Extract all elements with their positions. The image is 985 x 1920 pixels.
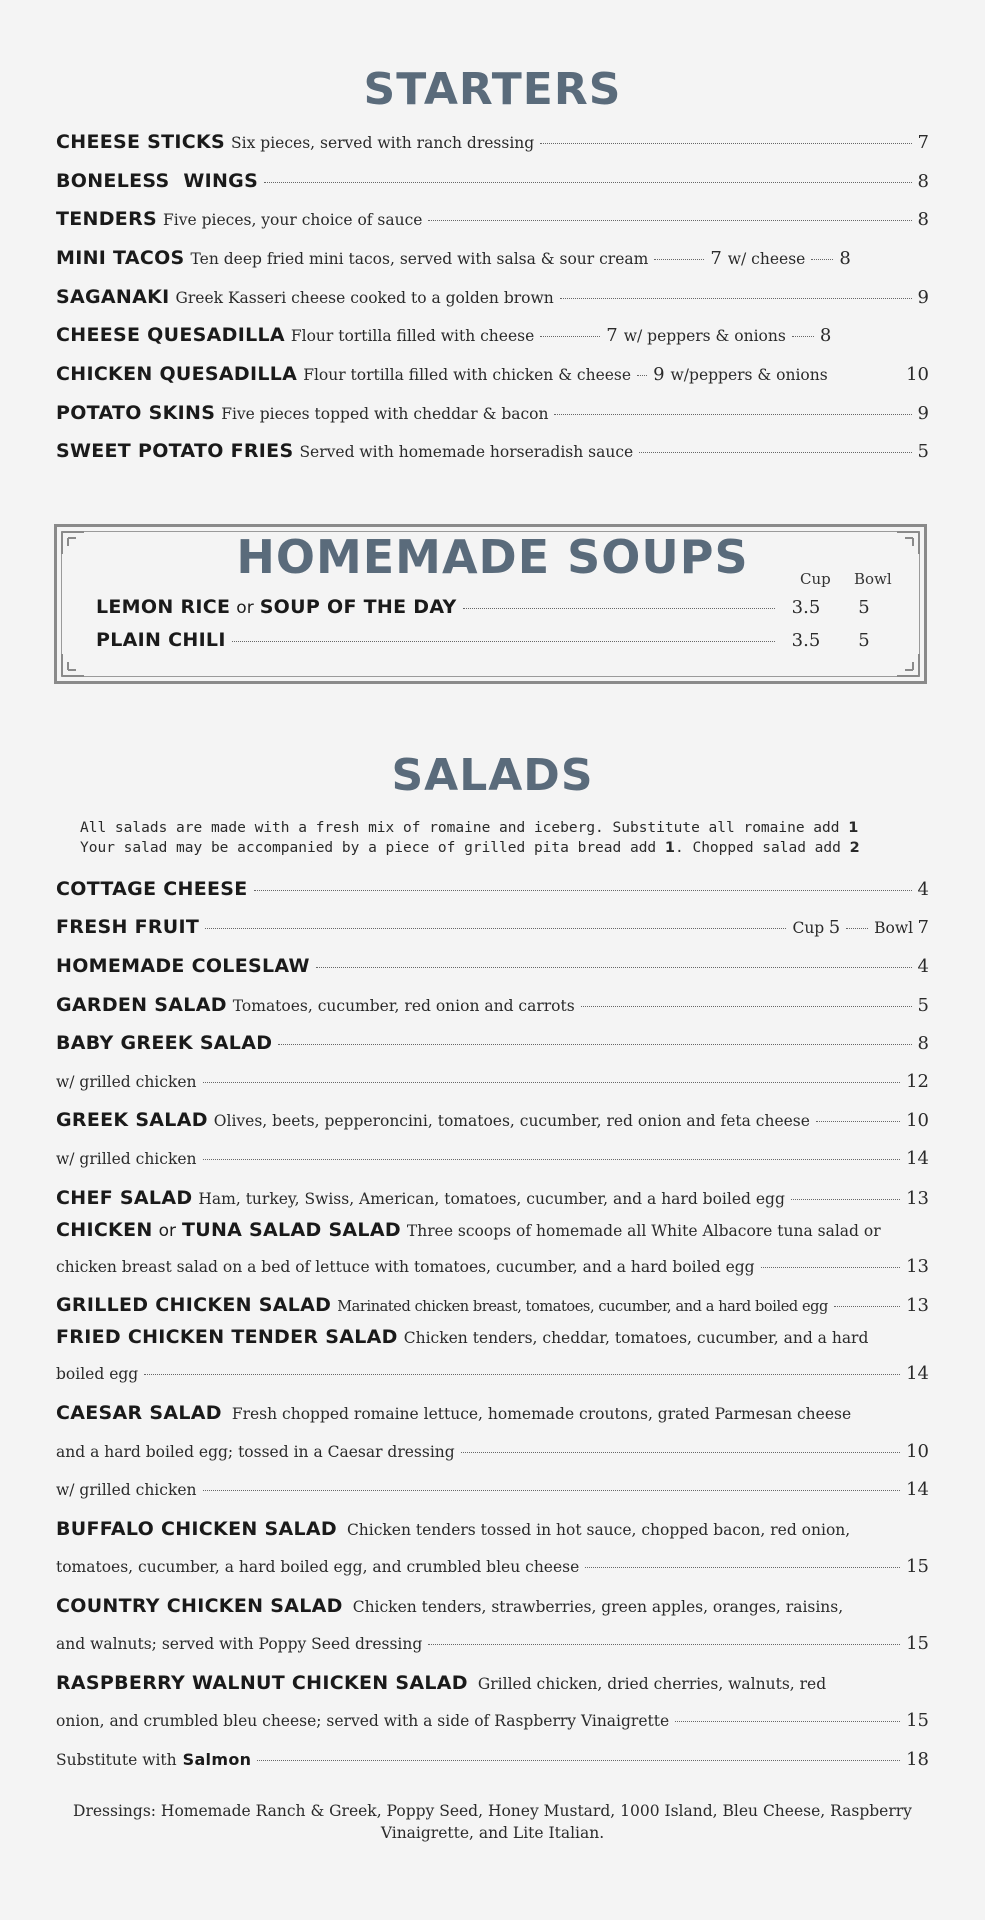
item-desc: chicken breast salad on a bed of lettuce with tomatoes, cucumber, and a hard boiled egg: [56, 1258, 755, 1276]
menu-item: [56, 1071, 929, 1092]
item-price: 13: [906, 1295, 929, 1316]
item-desc: Chicken tenders tossed in hot sauce, chopped bacon, red onion,: [346, 1521, 851, 1539]
item-price: 10: [906, 1441, 929, 1462]
item-desc: Olives, beets, pepperoncini, tomatoes, cucumber, red onion and feta cheese: [213, 1112, 810, 1130]
dot-leader: [581, 1006, 912, 1007]
dot-leader: [540, 143, 911, 144]
item-name: Salmon: [182, 1750, 252, 1769]
item-name: GRILLED CHICKEN SALAD: [56, 1294, 332, 1316]
item-sub: w/ grilled chicken: [56, 1073, 197, 1091]
item-name: CHEF SALAD: [56, 1187, 193, 1209]
item-price: 12: [906, 1071, 929, 1092]
dot-leader: [585, 1567, 900, 1568]
cup-price: 5: [828, 917, 841, 938]
dot-leader: [792, 336, 814, 337]
menu-item: [56, 1109, 929, 1131]
item-desc: Flour tortilla filled with cheese: [290, 327, 535, 345]
bowl-price: 5: [858, 597, 870, 618]
item-alt-price: 10: [906, 364, 929, 385]
note-line: [80, 838, 905, 858]
frame-corner-icon: [54, 644, 94, 684]
dot-leader: [203, 1490, 901, 1491]
item-name: SOUP OF THE DAY: [259, 596, 457, 618]
menu-item: [56, 1187, 929, 1209]
dot-leader: [637, 375, 647, 376]
note-price: 1: [848, 820, 859, 836]
menu-item: [56, 1148, 929, 1169]
item-price: 13: [906, 1256, 929, 1277]
dot-leader: [144, 1374, 900, 1375]
col-cup: Cup: [800, 570, 831, 588]
menu-item: [56, 1219, 929, 1241]
dot-leader: [428, 1644, 900, 1645]
menu-item: [56, 1363, 929, 1384]
item-name: TUNA SALAD SALAD: [181, 1219, 401, 1241]
item-price: 7: [917, 132, 929, 153]
menu-item: [56, 208, 929, 230]
item-price: 13: [906, 1188, 929, 1209]
menu-item: [56, 916, 929, 938]
starters-heading: STARTERS: [363, 64, 622, 115]
item-price: 4: [917, 956, 929, 977]
menu-item: [56, 1556, 929, 1577]
dot-leader: [834, 1306, 900, 1307]
item-price: 8: [917, 209, 929, 230]
item-price: 14: [906, 1479, 929, 1500]
or-text: or: [236, 598, 254, 618]
item-desc: boiled egg: [56, 1365, 139, 1383]
soup-item: [96, 629, 889, 651]
dot-leader: [257, 1760, 900, 1761]
item-name: HOMEMADE COLESLAW: [56, 955, 310, 977]
menu-item: [56, 324, 929, 346]
dot-leader: [264, 182, 911, 183]
menu-item: [56, 1710, 929, 1731]
salads-heading: SALADS: [391, 750, 594, 801]
item-name: MINI TACOS: [56, 247, 185, 269]
bowl-price: 5: [858, 630, 870, 651]
item-alt-price: 8: [839, 248, 851, 269]
dot-leader: [540, 336, 600, 337]
item-name: RASPBERRY WALNUT CHICKEN SALAD: [56, 1672, 468, 1694]
menu-item: [56, 955, 929, 977]
item-price: 18: [906, 1749, 929, 1770]
item-price: 8: [917, 171, 929, 192]
item-name: SWEET POTATO FRIES: [56, 440, 294, 462]
menu-item: [56, 994, 929, 1016]
dot-leader: [791, 1199, 900, 1200]
item-price: 7: [710, 248, 722, 269]
item-price: 7: [606, 325, 618, 346]
item-price: 14: [906, 1363, 929, 1384]
dot-leader: [846, 928, 868, 929]
item-name: CHICKEN: [56, 1219, 153, 1241]
menu-item: [56, 402, 929, 424]
item-price: 14: [906, 1148, 929, 1169]
item-alt: w/ peppers & onions: [623, 327, 786, 345]
item-desc: and walnuts; served with Poppy Seed dressing: [56, 1635, 423, 1653]
menu-item: [56, 440, 929, 462]
item-desc: and a hard boiled egg; tossed in a Caesar dressing: [56, 1443, 455, 1461]
item-price: 15: [906, 1633, 929, 1654]
dot-leader: [254, 890, 912, 891]
item-desc: Three scoops of homemade all White Albacore tuna salad or: [406, 1222, 881, 1240]
soup-item: [96, 596, 889, 618]
item-desc: Five pieces topped with cheddar & bacon: [221, 405, 549, 423]
note-text: . Chopped salad add: [675, 840, 841, 856]
item-desc: Ten deep fried mini tacos, served with salsa & sour cream: [190, 250, 649, 268]
frame-corner-icon: [887, 644, 927, 684]
item-desc: Grilled chicken, dried cherries, walnuts, red: [477, 1675, 827, 1693]
item-name: FRESH FRUIT: [56, 916, 200, 938]
item-price: 10: [906, 1110, 929, 1131]
menu-item: [56, 1672, 929, 1694]
note-price: 1: [664, 840, 675, 856]
dot-leader: [203, 1159, 901, 1160]
menu-item: [56, 1032, 929, 1054]
item-desc: Ham, turkey, Swiss, American, tomatoes, cucumber, and a hard boiled egg: [198, 1190, 785, 1208]
menu-item: [56, 878, 929, 900]
cup-price: 3.5: [791, 630, 821, 651]
dot-leader: [203, 1082, 901, 1083]
menu-item: [56, 1294, 929, 1316]
menu-item: [56, 363, 929, 385]
dot-leader: [428, 220, 911, 221]
item-desc: Flour tortilla filled with chicken & cheese: [303, 366, 632, 384]
item-price: 9: [917, 403, 929, 424]
dot-leader: [675, 1721, 900, 1722]
item-name: GREEK SALAD: [56, 1109, 208, 1131]
dot-leader: [560, 298, 912, 299]
note-line: [80, 818, 905, 838]
menu-item: [56, 131, 929, 153]
note-text: All salads are made with a fresh mix of romaine and iceberg. Substitute all romaine add: [80, 820, 840, 836]
dot-leader: [461, 1452, 900, 1453]
item-desc: onion, and crumbled bleu cheese; served with a side of Raspberry Vinaigrette: [56, 1712, 670, 1730]
menu-item: [56, 1479, 929, 1500]
bowl-price: 7: [917, 917, 929, 938]
dressings-note: Dressings: Homemade Ranch & Greek, Poppy Seed, Honey Mustard, 1000 Island, Bleu Cheese, Raspberry Vinaigrette, and Lite Italian.: [73, 1802, 912, 1842]
item-price: 9: [653, 364, 665, 385]
dot-leader: [816, 1121, 900, 1122]
menu-item: [56, 247, 929, 269]
item-name: BONELESS WINGS: [56, 170, 259, 192]
item-name: FRIED CHICKEN TENDER SALAD: [56, 1326, 398, 1348]
item-alt: w/peppers & onions: [670, 366, 828, 384]
item-alt-price: 8: [819, 325, 832, 346]
menu-item: [56, 286, 929, 308]
cup-price: 3.5: [791, 597, 821, 618]
item-price: 15: [906, 1710, 929, 1731]
item-name: CHICKEN QUESADILLA: [56, 363, 298, 385]
menu-item: [56, 1518, 929, 1540]
menu-item: [56, 1441, 929, 1462]
item-price: 4: [917, 879, 929, 900]
note-text: Your salad may be accompanied by a piece of grilled pita bread add: [80, 840, 657, 856]
dot-leader: [639, 452, 911, 453]
item-name: CAESAR SALAD: [56, 1402, 222, 1424]
item-desc: Tomatoes, cucumber, red onion and carrots: [232, 997, 575, 1015]
dot-leader: [654, 259, 704, 260]
item-sub: w/ grilled chicken: [56, 1481, 197, 1499]
item-desc: Marinated chicken breast, tomatoes, cucumber, and a hard boiled egg: [337, 1299, 828, 1315]
dot-leader: [316, 967, 912, 968]
menu-item: [56, 1595, 929, 1617]
menu-item: [56, 1402, 929, 1424]
dot-leader: [811, 259, 833, 260]
menu-item: [56, 1326, 929, 1348]
dot-leader: [761, 1267, 901, 1268]
salads-note: [80, 818, 905, 858]
item-desc: Six pieces, served with ranch dressing: [231, 134, 535, 152]
dot-leader: [463, 608, 775, 609]
item-desc: tomatoes, cucumber, a hard boiled egg, and crumbled bleu cheese: [56, 1558, 580, 1576]
item-desc: Greek Kasseri cheese cooked to a golden brown: [175, 289, 554, 307]
item-desc: Chicken tenders, strawberries, green apples, oranges, raisins,: [352, 1598, 844, 1616]
item-name: BUFFALO CHICKEN SALAD: [56, 1518, 337, 1540]
menu-item: [56, 1256, 929, 1277]
item-name: TENDERS: [56, 208, 158, 230]
dot-leader: [205, 928, 786, 929]
item-name: PLAIN CHILI: [96, 629, 226, 651]
item-name: BABY GREEK SALAD: [56, 1032, 273, 1054]
item-desc: Fresh chopped romaine lettuce, homemade croutons, grated Parmesan cheese: [231, 1405, 852, 1423]
item-desc: Five pieces, your choice of sauce: [163, 211, 423, 229]
dot-leader: [554, 414, 911, 415]
item-name: POTATO SKINS: [56, 402, 216, 424]
item-sub: Substitute with: [56, 1751, 177, 1769]
or-text: or: [158, 1221, 176, 1241]
soups-heading: HOMEMADE SOUPS: [236, 530, 749, 584]
menu-item: [56, 170, 929, 192]
item-alt: w/ cheese: [727, 250, 806, 268]
item-name: COUNTRY CHICKEN SALAD: [56, 1595, 343, 1617]
cup-label: Cup: [792, 919, 825, 937]
item-price: 5: [917, 441, 929, 462]
dot-leader: [278, 1044, 911, 1045]
menu-item: [56, 1633, 929, 1654]
item-name: SAGANAKI: [56, 286, 170, 308]
item-price: 9: [917, 287, 929, 308]
item-name: CHEESE QUESADILLA: [56, 324, 285, 346]
item-price: 8: [917, 1033, 929, 1054]
item-name: COTTAGE CHEESE: [56, 878, 248, 900]
item-name: LEMON RICE: [96, 596, 231, 618]
note-price: 2: [849, 840, 860, 856]
bowl-label: Bowl: [874, 919, 914, 937]
item-name: GARDEN SALAD: [56, 994, 227, 1016]
item-price: 5: [917, 995, 929, 1016]
item-name: CHEESE STICKS: [56, 131, 226, 153]
item-desc: Served with homemade horseradish sauce: [299, 443, 634, 461]
item-sub: w/ grilled chicken: [56, 1150, 197, 1168]
col-bowl: Bowl: [854, 570, 892, 588]
item-desc: Chicken tenders, cheddar, tomatoes, cucumber, and a hard: [403, 1329, 869, 1347]
item-price: 15: [906, 1556, 929, 1577]
menu-item: [56, 1749, 929, 1770]
dot-leader: [232, 641, 775, 642]
